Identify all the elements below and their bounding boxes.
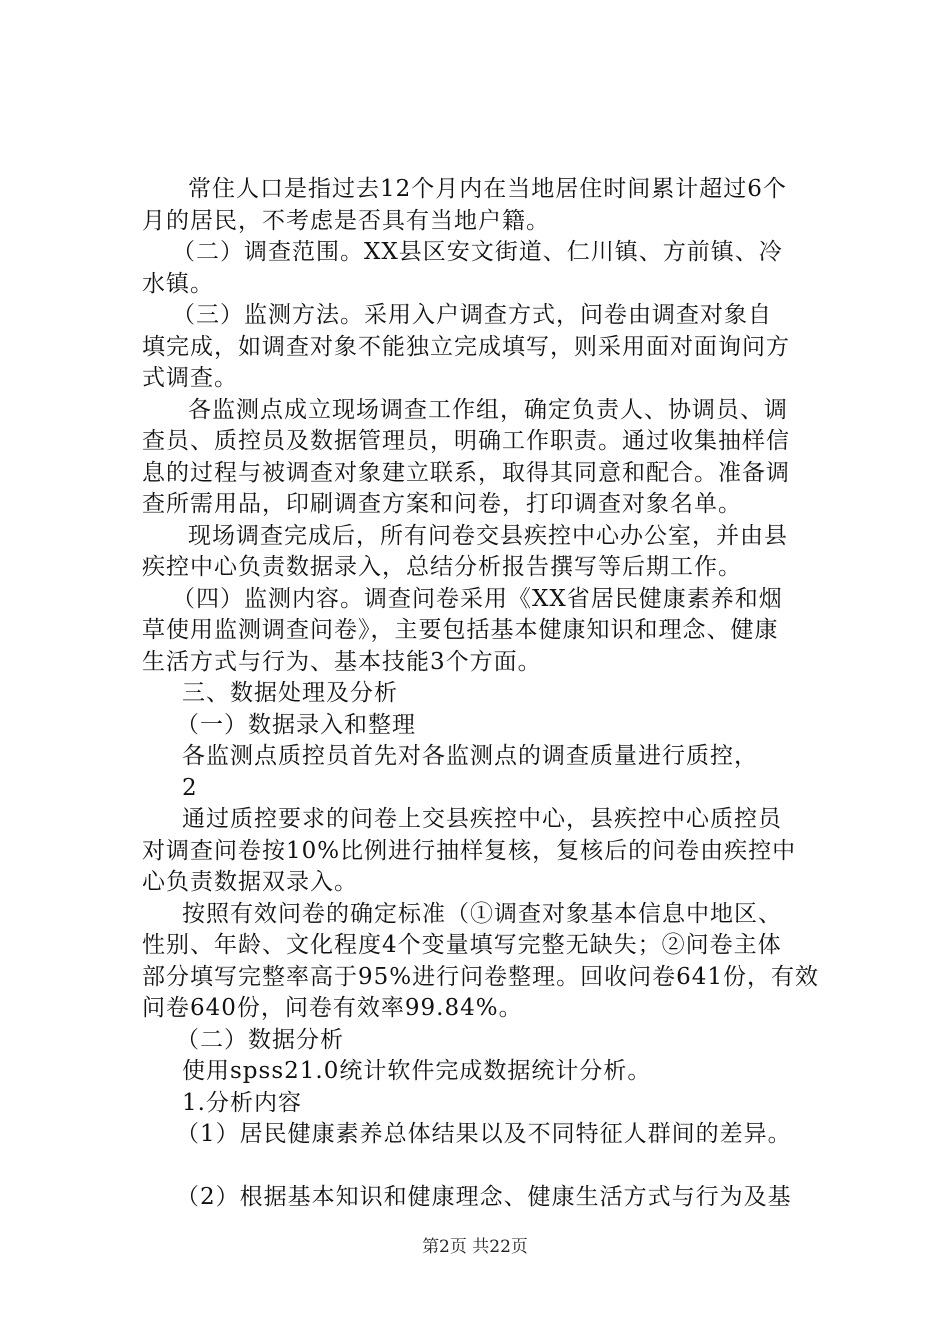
list-heading: 1.分析内容 bbox=[182, 1089, 302, 1116]
body-text bbox=[142, 174, 832, 1214]
text-line: 各监测点质控员首先对各监测点的调查质量进行质控， bbox=[182, 743, 758, 769]
text-line: 疾控中心负责数据录入，总结分析报告撰写等后期工作。 bbox=[142, 554, 742, 580]
list-item: （1）居民健康素养总体结果以及不同特征人群间的差异。 bbox=[176, 1121, 792, 1147]
blank-line bbox=[142, 1151, 832, 1183]
text-line: 现场调查完成后，所有问卷交县疾控中心办公室，并由县 bbox=[188, 522, 788, 549]
text-line: 水镇。 bbox=[142, 270, 214, 297]
text-line: （三）监测方法。采用入户调查方式，问卷由调查对象自 bbox=[172, 302, 772, 328]
text-line: 查员、质控员及数据管理员，明确工作职责。通过收集抽样信 bbox=[142, 428, 790, 454]
text-line: 常住人口是指过去12个月内在当地居住时间累计超过6个 bbox=[188, 176, 787, 202]
text-line: （二）调查范围。XX县区安文街道、仁川镇、方前镇、冷 bbox=[172, 239, 783, 265]
text-line: 填完成，如调查对象不能独立完成填写，则采用面对面询问方 bbox=[142, 333, 790, 360]
text-line: 式调查。 bbox=[142, 365, 238, 391]
text-line: 息的过程与被调查对象建立联系，取得其同意和配合。准备调 bbox=[142, 459, 790, 486]
text-line: 草使用监测调查问卷》，主要包括基本健康知识和理念、健康 bbox=[142, 617, 779, 643]
text-line: 查所需用品，印刷调查方案和问卷，打印调查对象名单。 bbox=[142, 491, 742, 517]
subsection-heading: （二）数据分析 bbox=[176, 1026, 344, 1053]
text-line: 按照有效问卷的确定标准（①调查对象基本信息中地区、 bbox=[182, 900, 782, 927]
text-line: 生活方式与行为、基本技能3个方面。 bbox=[142, 648, 542, 675]
text-line: （四）监测内容。调查问卷采用《XX省居民健康素养和烟 bbox=[172, 585, 783, 612]
text-line: 问卷640份，问卷有效率99.84%。 bbox=[142, 995, 523, 1021]
section-heading: 三、数据处理及分析 bbox=[182, 680, 398, 706]
text-line: 月的居民，不考虑是否具有当地户籍。 bbox=[142, 207, 550, 234]
text-line: 性别、年龄、文化程度4个变量填写完整无缺失；②问卷主体 bbox=[142, 932, 782, 958]
text-line: 各监测点成立现场调查工作组，确定负责人、协调员、调 bbox=[188, 396, 788, 423]
page-marker: 2 bbox=[182, 774, 198, 801]
text-line: 部分填写完整率高于95%进行问卷整理。回收问卷641份，有效 bbox=[142, 963, 820, 990]
text-line: 使用spss21.0统计软件完成数据统计分析。 bbox=[182, 1058, 652, 1084]
page-footer: 第2页 共22页 bbox=[422, 1237, 528, 1257]
list-item: （2）根据基本知识和健康理念、健康生活方式与行为及基 bbox=[176, 1184, 792, 1210]
text-line: 心负责数据双录入。 bbox=[142, 869, 358, 895]
text-line: 通过质控要求的问卷上交县疾控中心，县疾控中心质控员 bbox=[182, 806, 782, 832]
text-line: 对调查问卷按10%比例进行抽样复核，复核后的问卷由疾控中 bbox=[142, 837, 797, 864]
subsection-heading: （一）数据录入和整理 bbox=[176, 711, 416, 738]
